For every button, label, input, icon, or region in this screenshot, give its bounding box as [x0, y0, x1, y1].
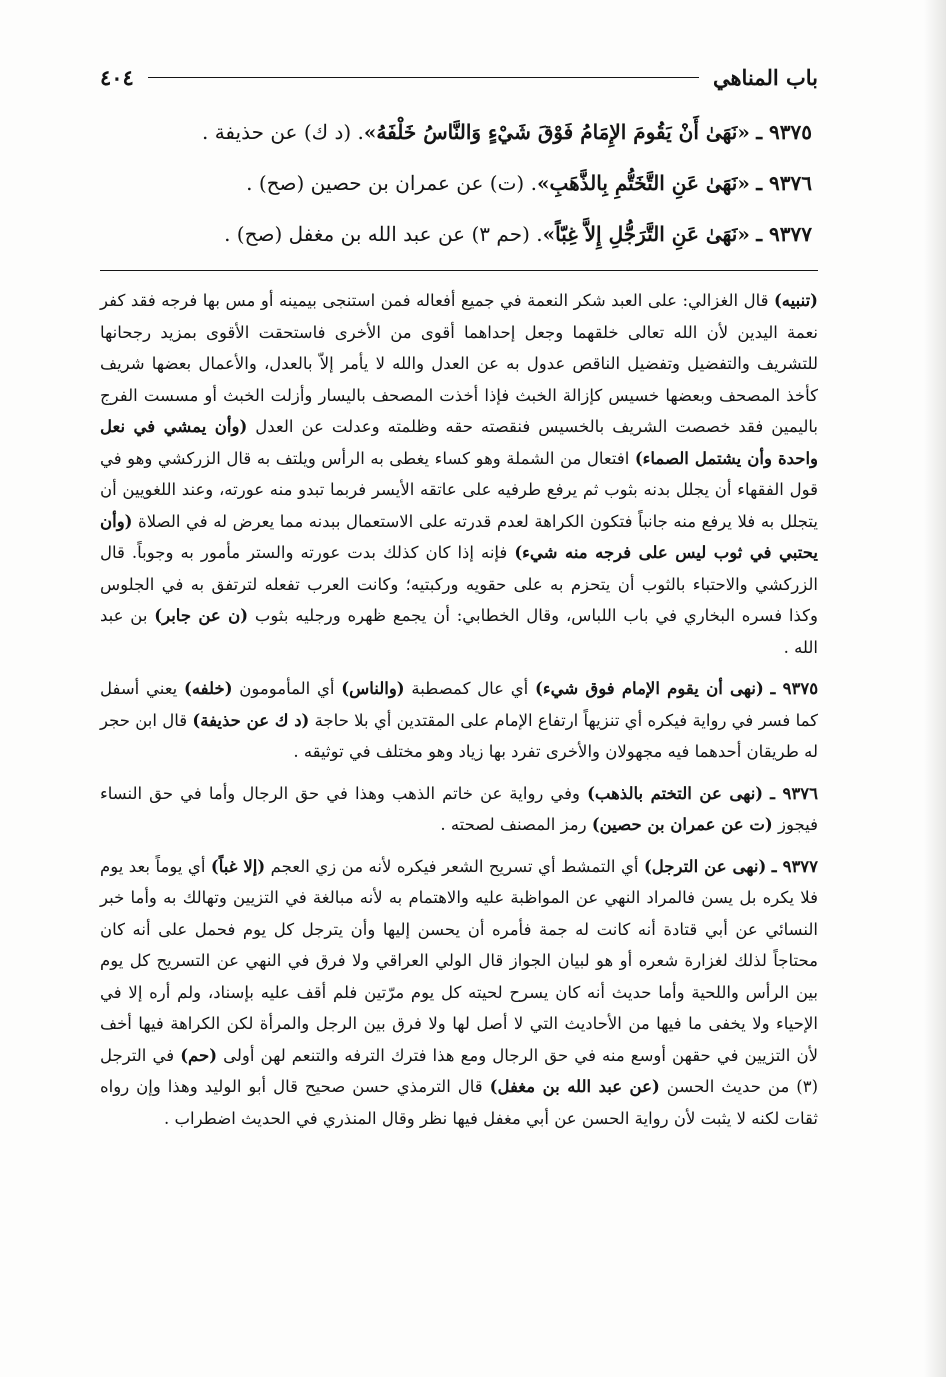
commentary-bold: (والناس): [341, 679, 405, 698]
hadith-9377: [100, 209, 812, 260]
commentary-bold: (ت عن عمران بن حصين): [591, 815, 773, 834]
commentary-text: أي المأمومون: [239, 679, 335, 698]
commentary-bold: (نهى عن الترجل): [643, 856, 767, 876]
commentary-text: في الترجل (٣) من حديث الحسن: [100, 1045, 819, 1096]
commentary-text: رمز المصنف لصحته .: [440, 815, 587, 834]
hadith-number: ٩٣٧٧ ـ: [756, 222, 812, 246]
hadith-number: ٩٣٧٥ ـ: [756, 120, 812, 144]
commentary-bold: (إلا غباً): [210, 856, 266, 876]
hadith-number: ٩٣٧٦ ـ: [756, 171, 812, 195]
commentary-bold: (وأن يحتبي في ثوب ليس على فرجه منه شيء): [100, 511, 818, 562]
hadith-text: «نَهَىٰ أَنْ يَقُومَ الإِمَامُ فَوْقَ شَيْءٍ وَالنَّاسُ خَلْفَهُ»: [363, 120, 750, 144]
commentary-number: ٩٣٧٧ ـ: [771, 856, 819, 876]
commentary-bold: (نهى عن التختم بالذهب): [587, 783, 764, 803]
commentary-bold: (خلفه): [184, 679, 233, 698]
commentary-text: أي يوماً بعد يوم فلا يكره بل يسن فالمراد النهي عن المواظبة عليه والاهتمام به لأنه مبالغة في التزيين وتهالك به وأما خبر النسائي عن أبي قتادة أنه كانت له جمة فأمره أن يحسن إليها وأن يترجل كل يوم فحمل على أنه كان محتاجاً لذلك لغزارة شعره أو هو لبيان الجواز قال الولي العراقي ولا فرق في النهي عن التسريح كل يوم بين الرأس واللحية وأما حديث أنه كان يسرح لحيته كل يوم مرّتين فلم أقف عليه بإسناد، ولم أره إلا في الإحياء ولا يخفى ما فيها من الأحاديث التي لا أصل لها ولا فرق بين الرجل والمرأة لكن الكراهة فيها أخف لأن التزيين في حقهن أوسع منه في حق الرجال ومع هذا فترك الترفه والتنعم لهن أولى: [100, 856, 818, 1065]
page-header: [100, 55, 818, 99]
commentary-text: قال الغزالي: على العبد شكر النعمة في جميع أفعاله فمن استنجى بيمينه أو مس بها فرجه فقد كفر نعمة اليدين لأن الله تعالى خلقهما وجعل إحداهما أقوى من الأخرى فاستحقت الأقوى بمزيد رجحانها للتشريف والتفضيل وتفضيل الناقص عدول به عن العدل والله لا يأمر إلاّ بالعدل، والأعمال بعضها شريف كأخذ المصحف وبعضها خسيس كإزالة الخبث فإذا أخذت المصحف باليسار وأزلت الخبث أو مسست الفرج باليمين فقد خصصت الشريف بالخسيس فنقصته حقه وظلمته وعدلت عن العدل: [100, 291, 818, 436]
hadith-9376: [100, 158, 812, 209]
hadith-text: «نَهَىٰ عَنِ التَّخَتُّمِ بِالذَّهَبِ»: [536, 171, 750, 195]
commentary-text: أي عال كمصطبة: [411, 679, 529, 698]
commentary-text: بن عبد الله .: [100, 606, 818, 657]
commentary: [100, 285, 818, 1134]
commentary-text: فإنه إذا كان كذلك بدت عورته والستر مأمور به وجوباً. قال الزركشي والاحتباء بالثوب أن يتحزم به على حقويه وركبتيه؛ وكانت العرب تفعله لترتفق به في الجلوس وكذا فسره البخاري في باب اللباس، وقال الخطابي: أن يجمع ظهره ورجليه بثوب: [100, 543, 818, 625]
commentary-bold: (وأن يمشي في نعل واحدة وأن يشتمل الصماء): [100, 417, 819, 468]
header-rule: [148, 77, 699, 78]
commentary-text: قال ابن حجر له طريقان أحدهما فيه مجهولان والأخرى تفرد بها زياد وهو مختلف في توثيقه .: [100, 710, 818, 761]
hadith-text: «نَهَىٰ عَنِ التَّرَجُّلِ إِلاَّ غِبّاً»: [542, 222, 750, 246]
commentary-note: [100, 285, 818, 663]
hadith-9375: [100, 107, 812, 158]
hadith-source: . (ت) عن عمران بن حصين (صح) .: [246, 171, 537, 195]
commentary-9375: [100, 673, 818, 768]
commentary-text: يعني أسفل كما فسر في رواية فيكره أي تنزيهاً ارتفاع الإمام على المقتدين أي بلا حاجة: [100, 679, 818, 730]
hadith-source: . (د ك) عن حذيفة .: [201, 120, 364, 144]
section-divider: [100, 270, 818, 271]
commentary-9377: [100, 851, 818, 1135]
commentary-text: قال الترمذي حسن صحيح قال أبو الوليد وهذا وإن رواه ثقات لكنه لا يثبت لأن رواية الحسن عن أبي مغفل فيها نظر وقال المنذري في الحديث اضطراب .: [100, 1077, 818, 1128]
commentary-bold: (حم): [180, 1045, 218, 1065]
commentary-bold: (ن عن جابر): [154, 606, 248, 625]
book-page: [100, 55, 818, 1134]
commentary-text: وفي رواية عن خاتم الذهب وهذا في حق الرجال وأما في حق النساء فيجوز: [100, 783, 818, 834]
commentary-number: ٩٣٧٥ ـ: [770, 679, 819, 698]
note-label: (تنبيه): [774, 291, 818, 310]
commentary-bold: (عن عبد الله بن مغفل): [489, 1077, 660, 1096]
commentary-number: ٩٣٧٦ ـ: [770, 783, 818, 803]
commentary-bold: (نهى أن يقوم الإمام فوق شيء): [535, 679, 764, 698]
commentary-text: افتعال من الشملة وهو كساء يغطى به الرأس ويلتف به قال الزركشي وهو في قول الفقهاء أن يجلل بدنه بثوب ثم يرفع طرفيه على عاتقه الأيسر فربما تبدو منه عورته، وعند اللغويين أن يتجلل به فلا يرفع منه جانباً فتكون الكراهة لعدم قدرته على الاستعمال ببدنه مما يعرض له في الصلاة: [100, 448, 818, 531]
commentary-9376: [100, 778, 818, 841]
scan-edge-shadow: [924, 0, 946, 1377]
page-number: ٤٠٤: [100, 64, 134, 90]
commentary-bold: (د ك عن حذيفة): [192, 710, 310, 730]
commentary-text: أي التمشط أي تسريح الشعر فيكره لأنه من زي العجم: [270, 856, 639, 876]
hadith-source: . (حم ٣) عن عبد الله بن مغفل (صح) .: [224, 222, 543, 246]
chapter-title: باب المناهي: [712, 64, 818, 90]
hadith-list: [100, 107, 818, 260]
